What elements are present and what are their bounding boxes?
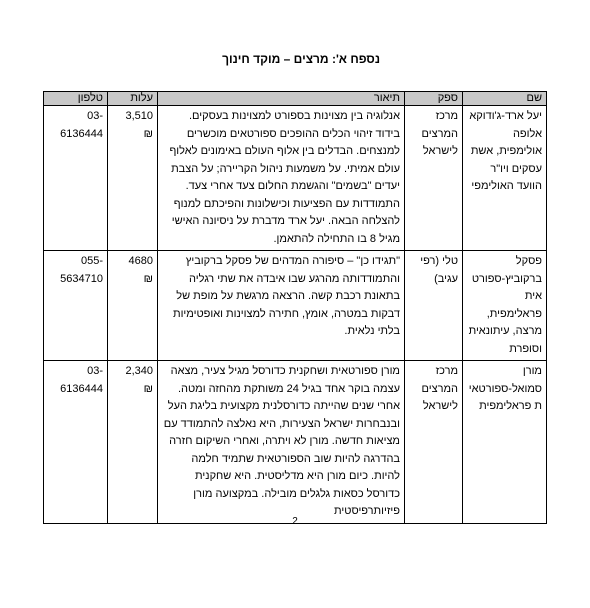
cell-name: מורן סמואל-ספורטאית פראלימפית [463,361,547,524]
cost-value: 3,510 [125,110,153,122]
currency-symbol: ₪ [143,127,153,140]
cell-phone: 055-5634710 [44,251,108,361]
cell-provider: טלי (רפי עגיב) [405,251,463,361]
cell-name: פסקל ברקוביץ-ספורטאית פראלימפית, מרצה, עיתונאית וסופרת [463,251,547,361]
cell-phone: 03-6136444 [44,361,108,524]
cell-name: יעל ארד-ג'ודוקא אלופה אולימפית, אשת עסקים ויו"ר הוועד האולימפי [463,106,547,251]
cell-description: מורן ספורטאית ושחקנית כדורסל מגיל צעיר, מצאה עצמה בוקר אחד בגיל 24 משותקת מהחזה ומטה. אחרי שנים שהייתה כדורסלנית מקצועית בליגת העל ובנבחרות ישראל הצעירות, היא נאלצה להתמודד עם מציאות חדשה. מורן לא ויתרה, ואחרי השיקום חזרה בהדרגה להיות שוב הספורטאית שתמיד חלמה להיות. כיום מורן היא מדליסטית. היא שחקנית כדורסל כסאות גלגלים מובילה. במקצועה מורן פיזיותרפיסטית [158,361,405,524]
column-header-description: תיאור [158,92,405,106]
cell-phone: 03-6136444 [44,106,108,251]
column-header-provider: ספק [405,92,463,106]
cell-description: אנלוגיה בין מצוינות בספורט למצוינות בעסקים. בידוד זיהוי הכלים ההופכים ספורטאים מוכשרים למנצחים. הבדלים בין אלוף העולם באימונים לאלוף עולם אמיתי. על משמעות ניהול הקריירה; על הצבת יעדים "בשמים" והגשמת החלום צעד אחרי צעד. התמודדות עם הפציעות וכישלונות והפיכתם למנוף להצלחה הבאה. יעל ארד מדברת על ניסיונה האישי מגיל 8 בו התחילה להתאמן. [158,106,405,251]
page-number: 2 [292,516,298,527]
document-title: נספח א': מרצים – מוקד חינוך [222,52,380,66]
column-header-phone: טלפון [44,92,108,106]
cell-cost [108,106,158,251]
table-header-row [44,92,547,106]
cost-value: 2,340 [125,365,153,377]
table-row [44,251,547,361]
column-header-name: שם [463,92,547,106]
cell-cost [108,251,158,361]
table-row [44,361,547,524]
lecturers-table [43,91,547,524]
column-header-cost: עלות [108,92,158,106]
cell-description: "תגידו כן" – סיפורה המדהים של פסקל ברקוביץ והתמודדותה מהרגע שבו איבדה את שתי רגליה בתאונת רכבת קשה. הרצאה מרגשת על מופת של דבקות במטרה, אומץ, חתירה למצוינות ואופטימיות בלתי נלאית. [158,251,405,361]
currency-symbol: ₪ [143,382,153,395]
cell-provider: מרכז המרצים לישראל [405,361,463,524]
currency-symbol: ₪ [143,272,153,285]
cell-provider: מרכז המרצים לישראל [405,106,463,251]
cell-cost [108,361,158,524]
table-row [44,106,547,251]
cost-value: 4680 [128,255,153,267]
